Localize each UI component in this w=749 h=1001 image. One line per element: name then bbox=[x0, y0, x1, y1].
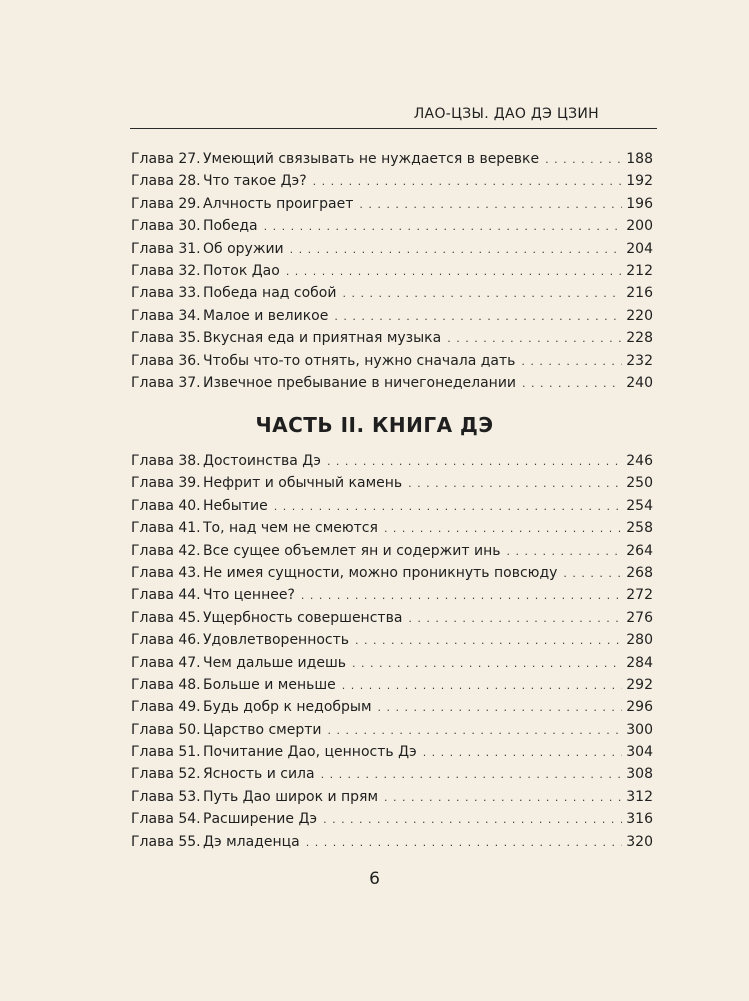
toc-chapter-title: Об оружии bbox=[203, 240, 284, 257]
toc-leader-dots bbox=[323, 809, 622, 831]
toc-chapter-number: Глава 29. bbox=[131, 195, 201, 212]
toc-chapter-number: Глава 35. bbox=[131, 330, 201, 347]
toc-entry[interactable] bbox=[131, 629, 653, 651]
toc-page-number: 320 bbox=[626, 833, 653, 850]
toc-chapter-title: Малое и великое bbox=[203, 307, 329, 324]
toc-chapter-number: Глава 51. bbox=[131, 744, 201, 761]
toc-chapter-title: Поток Дао bbox=[203, 262, 280, 279]
toc-chapter-title: Достоинства Дэ bbox=[203, 453, 321, 469]
toc-entry[interactable] bbox=[131, 372, 653, 394]
toc-chapter-number: Глава 43. bbox=[131, 564, 201, 581]
toc-chapter-title: Умеющий связывать не нуждается в веревке bbox=[203, 151, 540, 167]
toc-chapter-number: Глава 38. bbox=[131, 453, 201, 469]
toc-page-number: 212 bbox=[626, 262, 653, 279]
toc-chapter-number: Глава 49. bbox=[131, 699, 201, 716]
toc-page-number: 258 bbox=[626, 520, 653, 537]
toc-entry[interactable] bbox=[131, 763, 653, 785]
toc-chapter-number: Глава 32. bbox=[131, 262, 201, 279]
toc-chapter-title: Вкусная еда и приятная музыка bbox=[203, 330, 442, 347]
toc-leader-dots bbox=[521, 351, 622, 373]
toc-chapter-number: Глава 53. bbox=[131, 788, 201, 805]
toc-leader-dots bbox=[342, 283, 622, 305]
toc-entry[interactable] bbox=[131, 327, 653, 349]
toc-leader-dots bbox=[290, 239, 623, 261]
toc-chapter-title: Больше и меньше bbox=[203, 676, 336, 693]
toc-page-number: 304 bbox=[626, 744, 653, 761]
toc-chapter-title: Нефрит и обычный камень bbox=[203, 475, 403, 492]
toc-leader-dots bbox=[384, 518, 622, 540]
toc-page-number: 280 bbox=[626, 632, 653, 649]
toc-chapter-number: Глава 42. bbox=[131, 542, 201, 559]
toc-page-number: 272 bbox=[626, 587, 653, 604]
toc-page-number: 308 bbox=[626, 766, 653, 783]
toc-chapter-number: Глава 50. bbox=[131, 721, 201, 738]
toc-entry[interactable] bbox=[131, 450, 653, 472]
toc-chapter-title: Путь Дао широк и прям bbox=[203, 788, 379, 805]
toc-chapter-number: Глава 52. bbox=[131, 766, 201, 783]
toc-leader-dots bbox=[522, 373, 622, 395]
toc-page-number: 292 bbox=[626, 676, 653, 693]
toc-chapter-number: Глава 47. bbox=[131, 654, 201, 671]
toc-chapter-title: Ясность и сила bbox=[203, 766, 315, 783]
toc-leader-dots bbox=[274, 496, 623, 518]
toc-leader-dots bbox=[313, 171, 623, 193]
toc-chapter-number: Глава 41. bbox=[131, 520, 201, 537]
toc-entry[interactable] bbox=[131, 170, 653, 192]
toc-entry[interactable] bbox=[131, 282, 653, 304]
toc-chapter-number: Глава 55. bbox=[131, 833, 201, 850]
toc-page-number: 254 bbox=[626, 497, 653, 514]
toc-chapter-title: Все сущее объемлет ян и содержит инь bbox=[203, 542, 501, 559]
toc-leader-dots bbox=[355, 630, 622, 652]
toc-chapter-title: То, над чем не смеются bbox=[203, 520, 378, 537]
toc-chapter-number: Глава 34. bbox=[131, 307, 201, 324]
toc-page-number: 192 bbox=[626, 173, 653, 190]
toc-list-part2 bbox=[131, 450, 653, 853]
toc-leader-dots bbox=[447, 328, 622, 350]
toc-chapter-number: Глава 40. bbox=[131, 497, 201, 514]
toc-leader-dots bbox=[321, 764, 623, 786]
toc-entry[interactable] bbox=[131, 652, 653, 674]
toc-entry[interactable] bbox=[131, 562, 653, 584]
section-title: ЧАСТЬ II. КНИГА ДЭ bbox=[255, 413, 494, 437]
toc-leader-dots bbox=[327, 720, 622, 742]
toc-chapter-number: Глава 45. bbox=[131, 609, 201, 626]
toc-entry[interactable] bbox=[131, 260, 653, 282]
toc-chapter-title: Дэ младенца bbox=[203, 833, 300, 850]
toc-page-number: 300 bbox=[626, 721, 653, 738]
toc-page-number: 196 bbox=[626, 195, 653, 212]
toc-entry[interactable] bbox=[131, 808, 653, 830]
toc-page-number: 312 bbox=[626, 788, 653, 805]
toc-leader-dots bbox=[506, 541, 622, 563]
toc-entry[interactable] bbox=[131, 607, 653, 629]
toc-chapter-number: Глава 27. bbox=[131, 151, 201, 167]
toc-leader-dots bbox=[327, 451, 622, 473]
toc-entry[interactable] bbox=[131, 517, 653, 539]
toc-chapter-title: Расширение Дэ bbox=[203, 811, 318, 828]
toc-chapter-title: Будь добр к недобрым bbox=[203, 699, 372, 716]
toc-page-number: 296 bbox=[626, 699, 653, 716]
toc-entry[interactable] bbox=[131, 350, 653, 372]
toc-chapter-title: Царство смерти bbox=[203, 721, 322, 738]
toc-page-number: 200 bbox=[626, 218, 653, 235]
toc-chapter-title: Чтобы что-то отнять, нужно сначала дать bbox=[203, 352, 516, 369]
toc-chapter-number: Глава 31. bbox=[131, 240, 201, 257]
toc-chapter-number: Глава 30. bbox=[131, 218, 201, 235]
toc-page-number: 246 bbox=[626, 453, 653, 469]
toc-leader-dots bbox=[342, 675, 622, 697]
toc-chapter-title: Что ценнее? bbox=[203, 587, 295, 604]
toc-chapter-number: Глава 48. bbox=[131, 676, 201, 693]
toc-page-number: 250 bbox=[626, 475, 653, 492]
toc-entry[interactable] bbox=[131, 540, 653, 562]
toc-entry[interactable] bbox=[131, 831, 653, 853]
toc-page-number: 188 bbox=[626, 151, 653, 167]
toc-page-number: 220 bbox=[626, 307, 653, 324]
toc-page-number: 216 bbox=[626, 285, 653, 302]
toc-chapter-title: Извечное пребывание в ничегонеделании bbox=[203, 374, 517, 391]
toc-page-number: 228 bbox=[626, 330, 653, 347]
toc-entry[interactable] bbox=[131, 584, 653, 606]
toc-page-number: 264 bbox=[626, 542, 653, 559]
toc-chapter-title: Чем дальше идешь bbox=[203, 654, 347, 671]
toc-entry[interactable] bbox=[131, 238, 653, 260]
toc-entry[interactable] bbox=[131, 741, 653, 763]
toc-leader-dots bbox=[378, 697, 623, 719]
toc-chapter-title: Победа bbox=[203, 218, 258, 235]
toc-entry[interactable] bbox=[131, 193, 653, 215]
toc-leader-dots bbox=[359, 194, 622, 216]
toc-leader-dots bbox=[286, 261, 622, 283]
toc-leader-dots bbox=[545, 149, 622, 171]
toc-chapter-title: Почитание Дао, ценность Дэ bbox=[203, 744, 417, 761]
toc-leader-dots bbox=[423, 742, 623, 764]
toc-page-number: 240 bbox=[626, 374, 653, 391]
toc-chapter-number: Глава 33. bbox=[131, 285, 201, 302]
toc-entry[interactable] bbox=[131, 786, 653, 808]
toc-entry[interactable] bbox=[131, 305, 653, 327]
running-head bbox=[130, 100, 657, 129]
toc-page-number: 204 bbox=[626, 240, 653, 257]
toc-chapter-number: Глава 39. bbox=[131, 475, 201, 492]
toc-chapter-title: Не имея сущности, можно проникнуть повсюду bbox=[203, 564, 558, 581]
toc-entry[interactable] bbox=[131, 148, 653, 170]
toc-leader-dots bbox=[264, 216, 623, 238]
toc-page-number: 316 bbox=[626, 811, 653, 828]
toc-entry[interactable] bbox=[131, 215, 653, 237]
toc-entry[interactable] bbox=[131, 719, 653, 741]
toc-leader-dots bbox=[306, 832, 623, 854]
toc-chapter-title: Что такое Дэ? bbox=[203, 173, 307, 190]
toc-leader-dots bbox=[563, 563, 622, 585]
toc-leader-dots bbox=[352, 653, 622, 675]
toc-page-number: 232 bbox=[626, 352, 653, 369]
running-head-title: ЛАО-ЦЗЫ. ДАО ДЭ ЦЗИН bbox=[413, 106, 599, 122]
toc-chapter-title: Ущербность совершенства bbox=[203, 609, 403, 626]
toc-chapter-number: Глава 28. bbox=[131, 173, 201, 190]
toc-leader-dots bbox=[384, 787, 622, 809]
toc-page-number: 284 bbox=[626, 654, 653, 671]
toc-leader-dots bbox=[334, 306, 622, 328]
toc-chapter-title: Алчность проиграет bbox=[203, 195, 354, 212]
toc-chapter-number: Глава 54. bbox=[131, 811, 201, 828]
toc-entry[interactable] bbox=[131, 495, 653, 517]
toc-chapter-number: Глава 46. bbox=[131, 632, 201, 649]
toc-chapter-number: Глава 37. bbox=[131, 374, 201, 391]
toc-entry[interactable] bbox=[131, 674, 653, 696]
toc-chapter-number: Глава 44. bbox=[131, 587, 201, 604]
toc-entry[interactable] bbox=[131, 696, 653, 718]
toc-chapter-title: Победа над собой bbox=[203, 285, 337, 302]
toc-chapter-title: Удовлетворенность bbox=[203, 632, 350, 649]
toc-chapter-number: Глава 36. bbox=[131, 352, 201, 369]
toc-chapter-title: Небытие bbox=[203, 497, 268, 514]
toc-page-number: 276 bbox=[626, 609, 653, 626]
toc-page-number: 268 bbox=[626, 564, 653, 581]
toc-leader-dots bbox=[301, 585, 622, 607]
toc-leader-dots bbox=[408, 608, 622, 630]
toc-list-part1 bbox=[131, 148, 653, 394]
toc-leader-dots bbox=[408, 473, 622, 495]
page-number: 6 bbox=[369, 869, 380, 889]
toc-entry[interactable] bbox=[131, 472, 653, 494]
